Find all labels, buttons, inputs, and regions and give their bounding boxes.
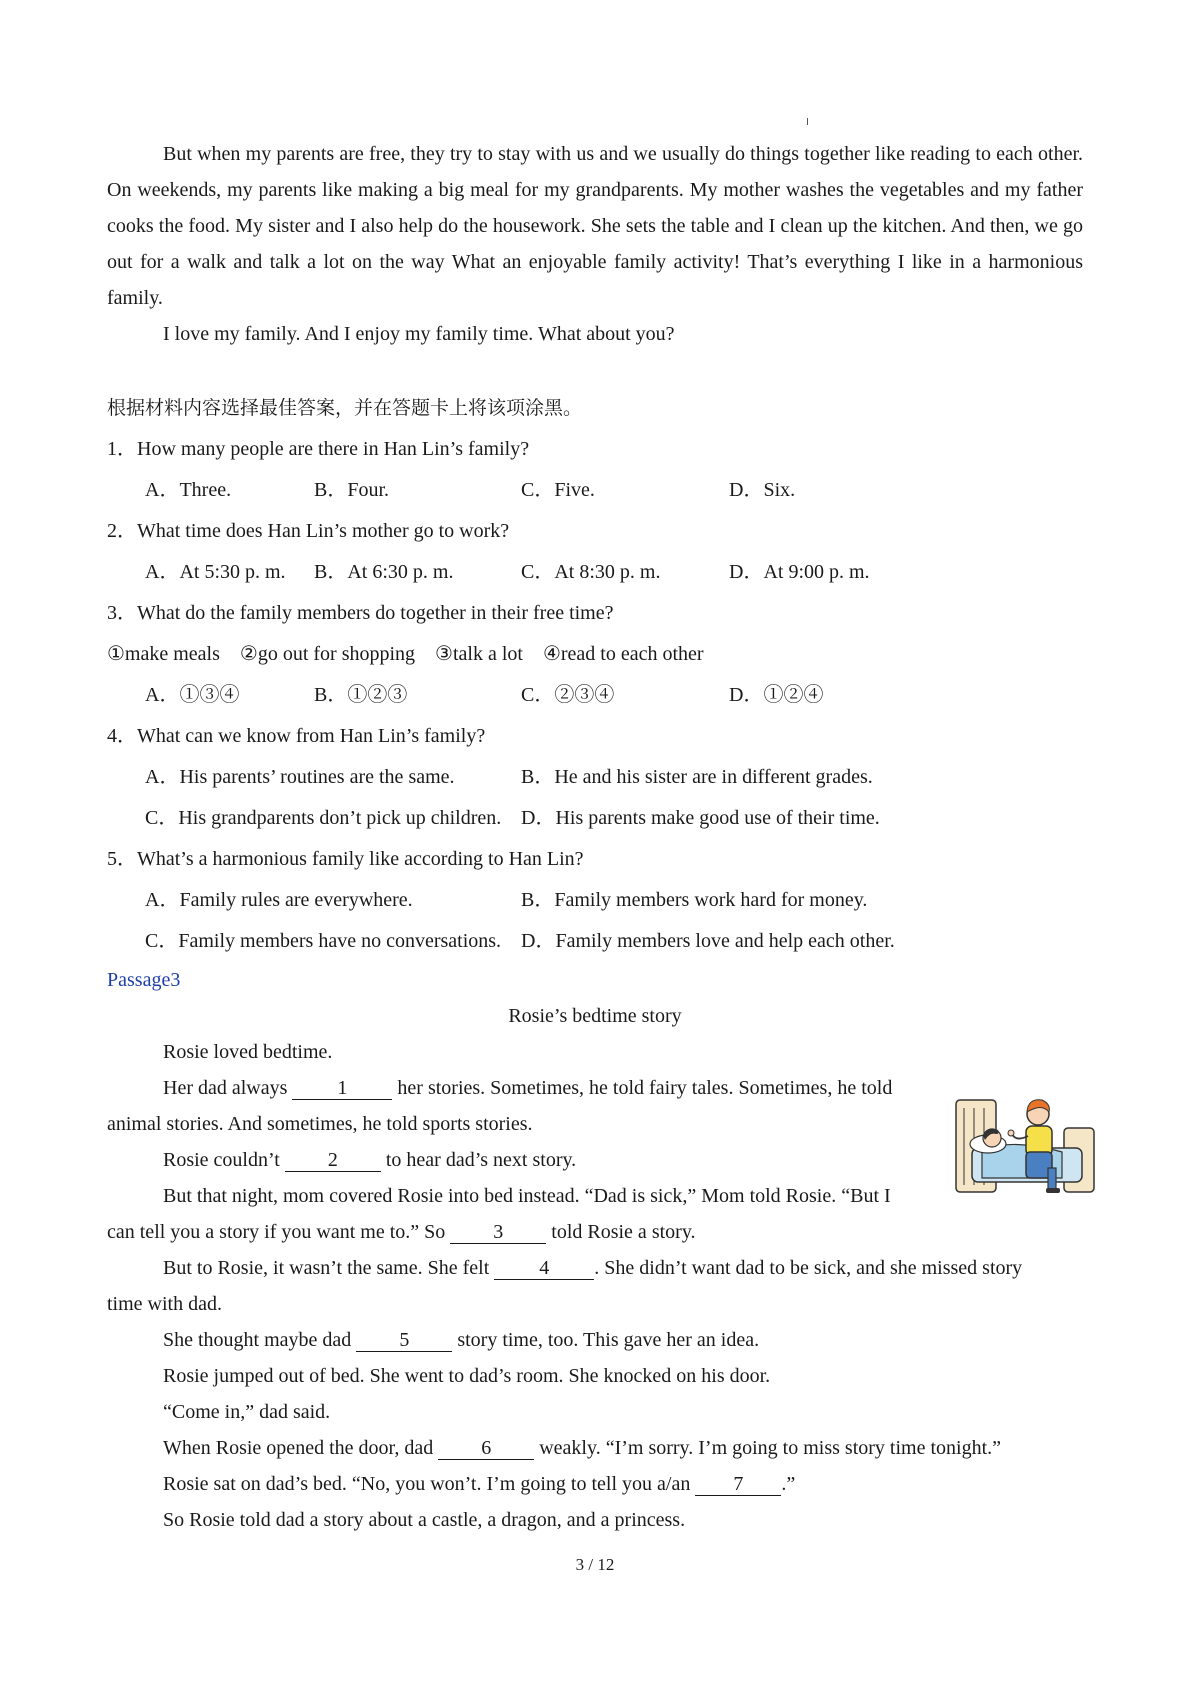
question-3-option-c: C．②③④ xyxy=(521,684,615,706)
blank-6: 6 xyxy=(438,1437,534,1460)
question-1-option-c: C．Five. xyxy=(521,479,595,501)
question-4-stem: 4．What can we know from Han Lin’s family? xyxy=(107,725,486,747)
question-1-option-a: A．Three. xyxy=(145,479,232,501)
question-2-option-c: C．At 8:30 p. m. xyxy=(521,561,661,583)
question-4-option-a: A．His parents’ routines are the same. xyxy=(145,766,455,788)
story-line-11: “Come in,” dad said. xyxy=(163,1401,331,1423)
story-line-1: Rosie loved bedtime. xyxy=(163,1041,333,1063)
question-3-option-d: D．①②④ xyxy=(729,684,824,706)
page-mark xyxy=(807,118,808,125)
story-line-13: Rosie sat on dad’s bed. “No, you won’t. I’m going to tell you a/an 7 .” xyxy=(163,1473,796,1495)
story-line-4: Rosie couldn’t 2 to hear dad’s next story. xyxy=(163,1149,577,1171)
story-line-14: So Rosie told dad a story about a castle, a dragon, and a princess. xyxy=(163,1509,686,1531)
story-line-12: When Rosie opened the door, dad 6 weakly. “I’m sorry. I’m going to miss story time tonight.” xyxy=(163,1437,1002,1459)
question-4-option-c: C．His grandparents don’t pick up children. xyxy=(145,807,502,829)
blank-2: 2 xyxy=(285,1149,381,1172)
question-2-option-b: B．At 6:30 p. m. xyxy=(314,561,454,583)
question-4-option-b: B．He and his sister are in different grades. xyxy=(521,766,873,788)
story-line-8: time with dad. xyxy=(107,1293,222,1315)
story-line-2: Her dad always 1 her stories. Sometimes, he told fairy tales. Sometimes, he told xyxy=(163,1077,893,1099)
question-2-option-a: A．At 5:30 p. m. xyxy=(145,561,286,583)
question-2-stem: 2．What time does Han Lin’s mother go to work? xyxy=(107,520,510,542)
question-1-stem: 1．How many people are there in Han Lin’s family? xyxy=(107,438,530,460)
question-3-choices: ①make meals ②go out for shopping ③talk a lot ④read to each other xyxy=(107,643,704,665)
question-4-option-d: D．His parents make good use of their time. xyxy=(521,807,880,829)
question-5-option-b: B．Family members work hard for money. xyxy=(521,889,868,911)
question-5-stem: 5．What’s a harmonious family like according to Han Lin? xyxy=(107,848,584,870)
story-line-6: can tell you a story if you want me to.” So 3 told Rosie a story. xyxy=(107,1221,696,1243)
question-5-option-c: C．Family members have no conversations. xyxy=(145,930,502,952)
story-line-10: Rosie jumped out of bed. She went to dad’s room. She knocked on his door. xyxy=(163,1365,771,1387)
passage-label: Passage3 xyxy=(107,969,181,991)
blank-5: 5 xyxy=(356,1329,452,1352)
blank-7: 7 xyxy=(695,1473,781,1496)
intro-paragraph-1: But when my parents are free, they try to stay with us and we usually do things together like reading to each other. On weekends, my parents like making a big meal for my grandparents. My mother washes the vegetables and my father cooks the food. My sister and I also help do the housework. She sets the table and I clean up the kitchen. And then, we go out for a walk and talk a lot on the way What an enjoyable family activity! That’s everything I like in a harmonious family. xyxy=(107,143,1083,309)
question-1-option-b: B．Four. xyxy=(314,479,390,501)
question-2-option-d: D．At 9:00 p. m. xyxy=(729,561,870,583)
question-3-option-a: A．①③④ xyxy=(145,684,240,706)
story-line-7: But to Rosie, it wasn’t the same. She felt 4 . She didn’t want dad to be sick, and she missed story xyxy=(163,1257,1023,1279)
passage-title: Rosie’s bedtime story xyxy=(508,1005,682,1027)
question-5-option-a: A．Family rules are everywhere. xyxy=(145,889,413,911)
story-line-5: But that night, mom covered Rosie into bed instead. “Dad is sick,” Mom told Rosie. “But I xyxy=(163,1185,891,1207)
question-3-stem: 3．What do the family members do together in their free time? xyxy=(107,602,614,624)
story-line-3: animal stories. And sometimes, he told sports stories. xyxy=(107,1113,533,1135)
bedtime-illustration xyxy=(952,1090,1102,1200)
page-number: 3 / 12 xyxy=(575,1555,615,1574)
intro-paragraph-2: I love my family. And I enjoy my family time. What about you? xyxy=(163,323,675,345)
question-5-option-d: D．Family members love and help each other. xyxy=(521,930,895,952)
question-3-option-b: B．①②③ xyxy=(314,684,408,706)
question-1-option-d: D．Six. xyxy=(729,479,796,501)
blank-4: 4 xyxy=(494,1257,594,1280)
blank-1: 1 xyxy=(292,1077,392,1100)
story-line-9: She thought maybe dad 5 story time, too. This gave her an idea. xyxy=(163,1329,760,1351)
instructions: 根据材料内容选择最佳答案，并在答题卡上将该项涂黑。 xyxy=(107,397,583,419)
blank-3: 3 xyxy=(450,1221,546,1244)
